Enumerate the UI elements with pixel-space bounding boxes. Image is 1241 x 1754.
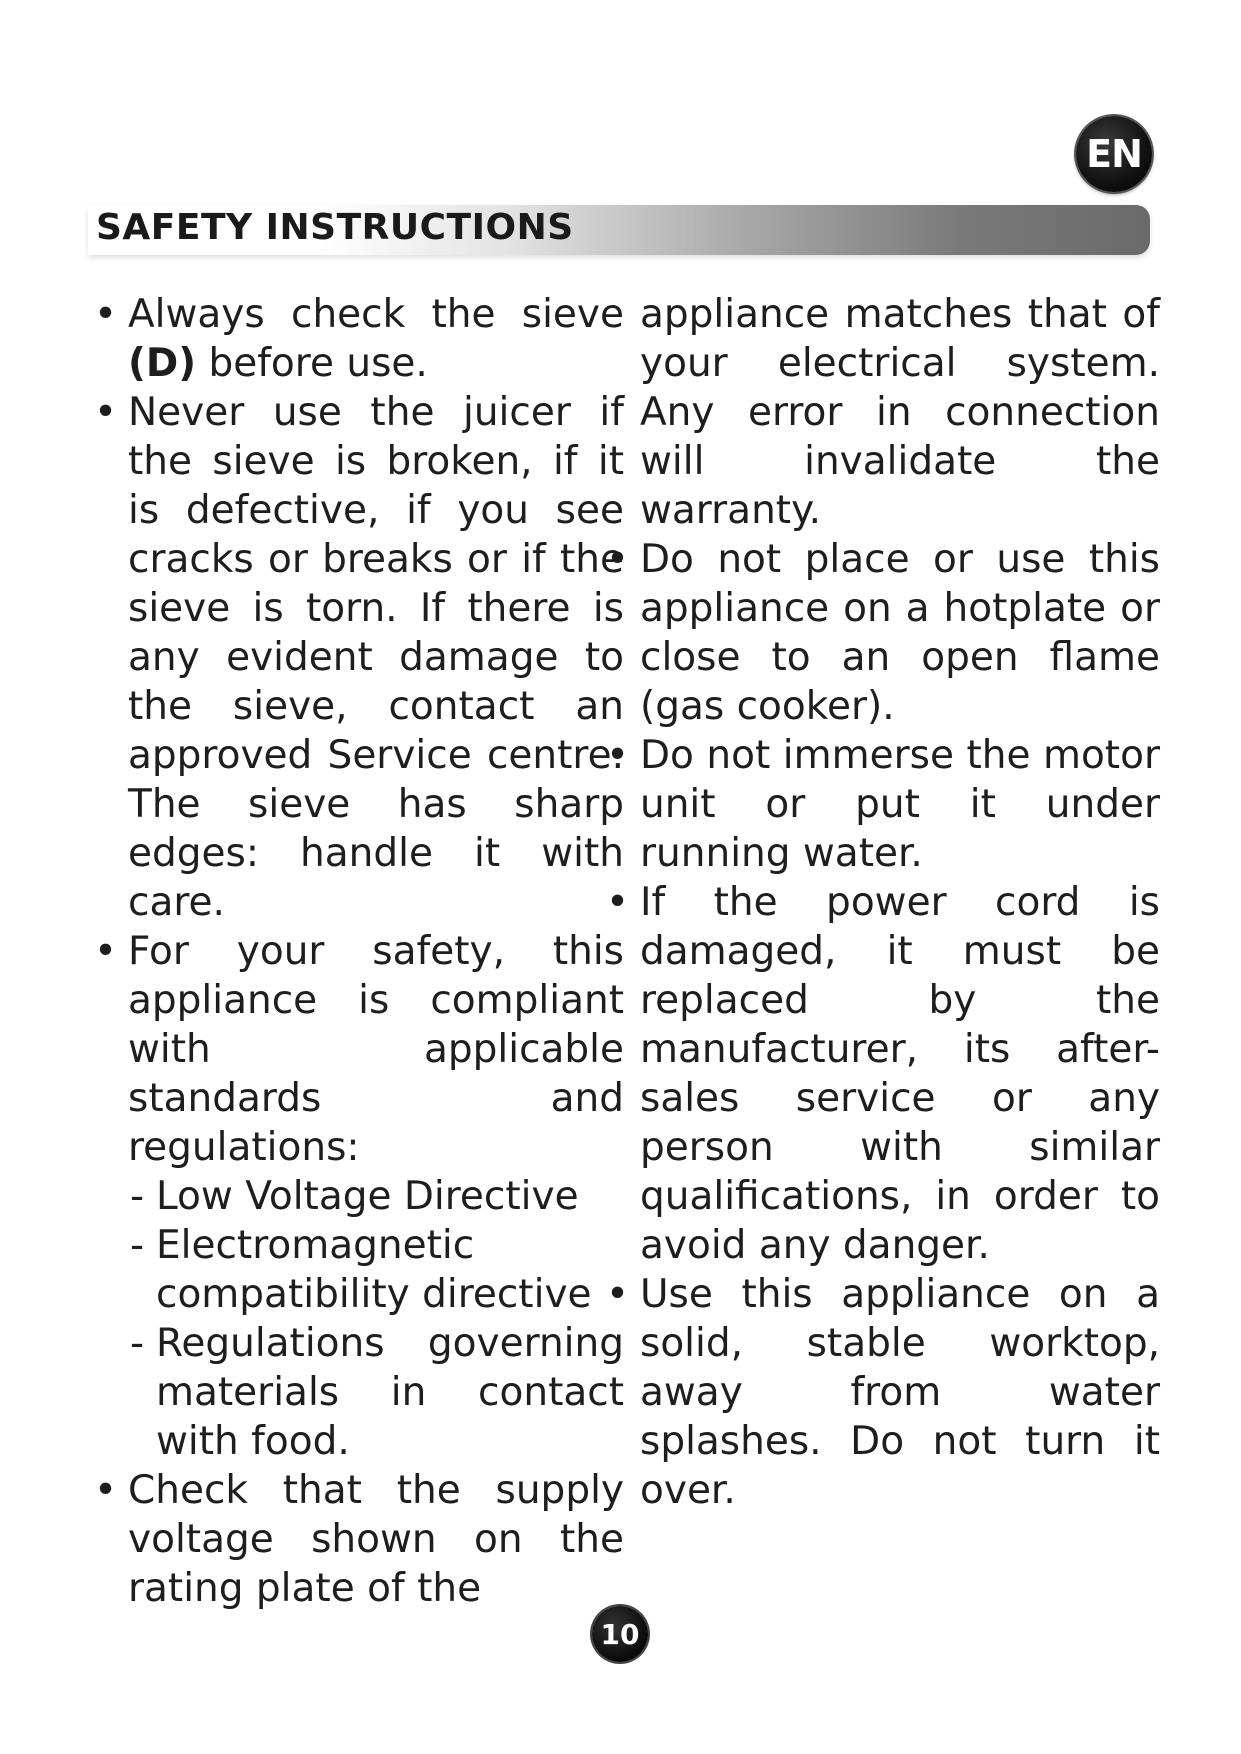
- sub-item-text: Electromagnetic compatibility directive: [156, 1223, 592, 1317]
- sub-list-item: [94, 1319, 624, 1466]
- list-item: [606, 535, 1160, 731]
- item-text: Use this appliance on a solid, stable worktop, away from water splashes. Do not turn it over.: [640, 1272, 1160, 1513]
- item-text: Always check the sieve: [128, 292, 624, 337]
- right-column: [640, 290, 1160, 1515]
- dash-marker: -: [130, 1174, 145, 1219]
- sub-item-text: Low Voltage Directive: [156, 1174, 579, 1219]
- item-text: Do not immerse the motor unit or put it under running water.: [640, 733, 1160, 876]
- item-text: Check that the supply voltage shown on the rating plate of the: [128, 1468, 624, 1611]
- dash-marker: -: [130, 1321, 145, 1366]
- part-label: (D): [128, 341, 197, 386]
- section-title: SAFETY INSTRUCTIONS: [96, 207, 574, 248]
- list-item: [606, 1270, 1160, 1515]
- item-text: If the power cord is damaged, it must be replaced by the manufacturer, its after-sales service or any person with similar qualifications, in order to avoid any danger.: [640, 880, 1160, 1268]
- item-text: Do not place or use this appliance on a hotplate or close to an open flame (gas cooker).: [640, 537, 1160, 729]
- page-number-badge: [592, 1606, 648, 1662]
- list-item: [94, 1466, 624, 1613]
- dash-marker: -: [130, 1223, 145, 1268]
- left-column: [94, 290, 624, 1613]
- list-item: [606, 731, 1160, 878]
- list-item: [94, 290, 624, 388]
- list-item: [606, 878, 1160, 1270]
- item-text: appliance matches that of your electrical system. Any error in connection will invalidate the warranty.: [640, 292, 1160, 533]
- page-number: 10: [600, 1617, 640, 1651]
- sub-list-item: [94, 1172, 624, 1221]
- item-text: For your safety, this appliance is compliant with applicable standards and regulations:: [128, 929, 624, 1170]
- item-text: Never use the juicer if the sieve is broken, if it is defective, if you see cracks or breaks or if the sieve is torn. If there is any evident damage to the sieve, contact an approved Service centre. The sieve has sharp edges: handle it with care.: [128, 390, 624, 925]
- language-badge: [1076, 116, 1152, 192]
- language-code: EN: [1086, 132, 1142, 176]
- list-item-continued: [640, 290, 1160, 535]
- item-text: before use.: [208, 341, 428, 386]
- sub-item-text: Regulations governing materials in contact with food.: [156, 1321, 624, 1464]
- list-item: [94, 927, 624, 1172]
- sub-list-item: [94, 1221, 624, 1319]
- list-item: [94, 388, 624, 927]
